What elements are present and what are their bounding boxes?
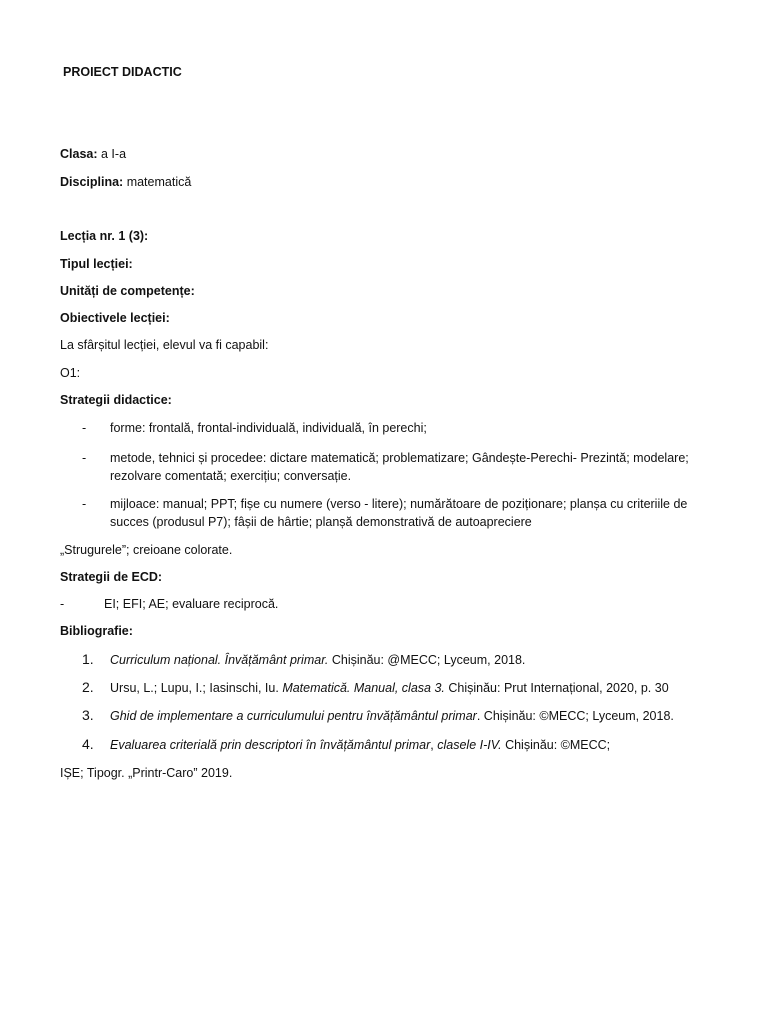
- ref-item: [110, 680, 669, 696]
- ref-number: 3.: [82, 707, 94, 723]
- ref-item: [110, 652, 525, 668]
- ref-publisher: . Chișinău: ©MECC; Lyceum, 2018.: [476, 709, 674, 723]
- ref-number: 1.: [82, 651, 94, 667]
- ref-number: 2.: [82, 679, 94, 695]
- clasa-line: [60, 146, 126, 162]
- page-title: PROIECT DIDACTIC: [63, 65, 182, 79]
- ref-title: Evaluarea criterială prin descriptori în învățământul primar: [110, 738, 431, 752]
- bullet-mijloace: [110, 495, 687, 531]
- disciplina-line: [60, 174, 191, 190]
- ref-item: [110, 737, 610, 753]
- obiective-heading: Obiectivele lecției:: [60, 311, 170, 325]
- ref-item: [110, 708, 674, 724]
- ref-number: 4.: [82, 736, 94, 752]
- strategii-didactice-heading: Strategii didactice:: [60, 393, 172, 407]
- o1-text: O1:: [60, 366, 81, 380]
- bullet-line: forme: frontală, frontal-individuală, individuală, în perechi;: [110, 421, 427, 435]
- sfarsit-text: La sfârșitul lecției, elevul va fi capabil:: [60, 338, 269, 352]
- ecd-dash: -: [60, 597, 65, 611]
- strategii-continuation: „Strugurele”; creioane colorate.: [60, 543, 233, 557]
- ref-publisher: Chișinău: @MECC; Lyceum, 2018.: [328, 653, 526, 667]
- bullet-line: succes (produsul P7); fâșii de hârtie; planșă demonstrativă de autoapreciere: [110, 515, 532, 529]
- ref-publisher: Chișinău: Prut Internațional, 2020, p. 30: [444, 681, 669, 695]
- unitati-heading: Unități de competențe:: [60, 284, 195, 298]
- ref-subtitle: clasele I-IV.: [437, 738, 502, 752]
- bullet-forme: [110, 419, 427, 437]
- ref-title: Curriculum național. Învățământ primar.: [110, 653, 329, 667]
- clasa-label: Clasa:: [60, 147, 98, 161]
- bullet-line: metode, tehnici și procedee: dictare matematică; problematizare; Gândește-Perechi- Prezintă; modelare;: [110, 451, 689, 465]
- bibliografie-continuation: IȘE; Tipogr. „Printr-Caro” 2019.: [60, 766, 233, 780]
- strategii-ecd-heading: Strategii de ECD:: [60, 570, 163, 584]
- bullet-dash: -: [82, 451, 87, 465]
- tipul-heading: Tipul lecției:: [60, 257, 133, 271]
- lectia-heading: Lecția nr. 1 (3):: [60, 229, 149, 243]
- disciplina-label: Disciplina:: [60, 175, 124, 189]
- ecd-text: EI; EFI; AE; evaluare reciprocă.: [104, 597, 279, 611]
- ref-title: Matematică. Manual, clasa 3.: [282, 681, 445, 695]
- bullet-metode: [110, 449, 689, 485]
- bullet-line: mijloace: manual; PPT; fișe cu numere (verso - litere); numărătoare de poziționare; planșa cu criteriile de: [110, 497, 688, 511]
- bibliografie-heading: Bibliografie:: [60, 624, 133, 638]
- bullet-dash: -: [82, 497, 87, 511]
- bullet-dash: -: [82, 421, 87, 435]
- ref-authors: Ursu, L.; Lupu, I.; Iasinschi, Iu.: [110, 681, 283, 695]
- ref-separator: ,: [430, 738, 438, 752]
- disciplina-value: matematică: [123, 175, 192, 189]
- ref-publisher: Chișinău: ©MECC;: [501, 738, 611, 752]
- ref-title: Ghid de implementare a curriculumului pentru învățământul primar: [110, 709, 477, 723]
- bullet-line: rezolvare comentată; exercițiu; conversație.: [110, 469, 352, 483]
- clasa-value: a I-a: [97, 147, 127, 161]
